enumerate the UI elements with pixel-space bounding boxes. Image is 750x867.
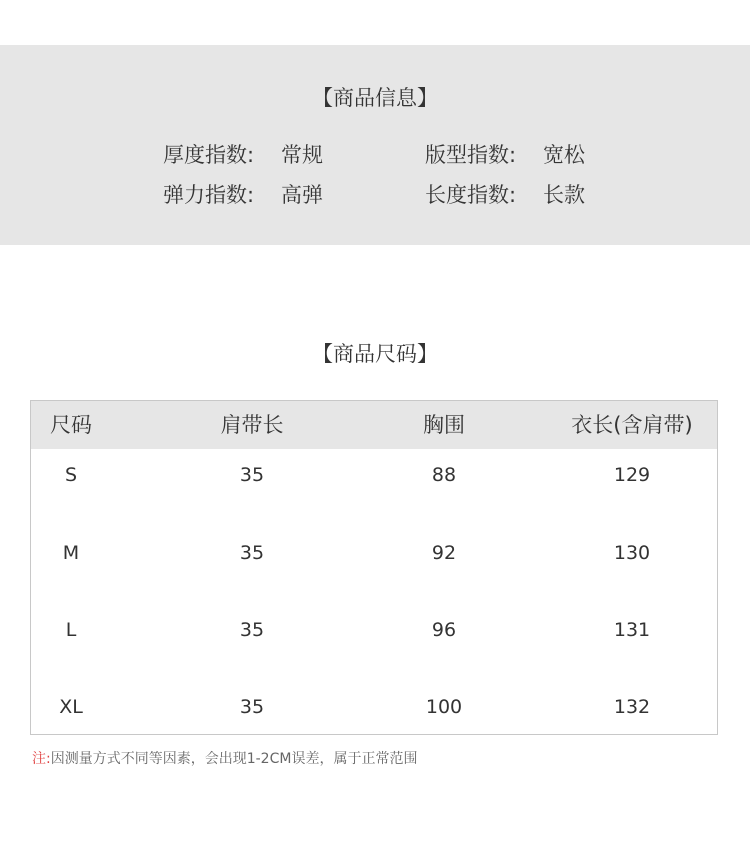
table-cell: 92 (431, 542, 457, 564)
table-cell: 35 (239, 619, 265, 641)
info-item-fit (425, 142, 585, 168)
table-cell: XL (59, 696, 83, 718)
table-cell: 131 (613, 619, 651, 641)
table-cell: 129 (613, 464, 651, 486)
table-cell: 132 (613, 696, 651, 718)
info-value: 长款 (543, 183, 585, 207)
info-key: 厚度指数: (163, 143, 255, 167)
product-info-panel (0, 45, 750, 245)
measurement-note (32, 750, 417, 768)
table-cell: 88 (431, 464, 457, 486)
table-cell: 100 (425, 696, 463, 718)
table-cell: S (64, 464, 78, 486)
size-chart-table (30, 400, 718, 735)
header-cell-bust: 胸围 (423, 413, 465, 437)
info-key: 版型指数: (425, 143, 517, 167)
header-cell-size: 尺码 (50, 413, 92, 437)
table-cell: 96 (431, 619, 457, 641)
size-chart-header-row (31, 401, 717, 449)
info-value: 常规 (281, 143, 323, 167)
info-item-length (425, 182, 585, 208)
table-cell: 35 (239, 464, 265, 486)
info-value: 宽松 (543, 143, 585, 167)
note-label: 注: (32, 751, 51, 767)
size-chart-title: 【商品尺码】 (312, 342, 438, 366)
info-key: 弹力指数: (163, 183, 255, 207)
table-cell: 35 (239, 542, 265, 564)
header-cell-strap-length: 肩带长 (220, 413, 284, 437)
info-item-thickness (163, 142, 323, 168)
info-value: 高弹 (281, 183, 323, 207)
table-cell: L (65, 619, 77, 641)
note-text: 因测量方式不同等因素，会出现1-2CM误差，属于正常范围 (50, 751, 418, 767)
table-cell: M (62, 542, 80, 564)
info-item-elasticity (163, 182, 323, 208)
info-key: 长度指数: (425, 183, 517, 207)
table-cell: 130 (613, 542, 651, 564)
table-cell: 35 (239, 696, 265, 718)
product-info-title: 【商品信息】 (312, 86, 438, 110)
header-cell-length: 衣长(含肩带) (571, 413, 693, 437)
